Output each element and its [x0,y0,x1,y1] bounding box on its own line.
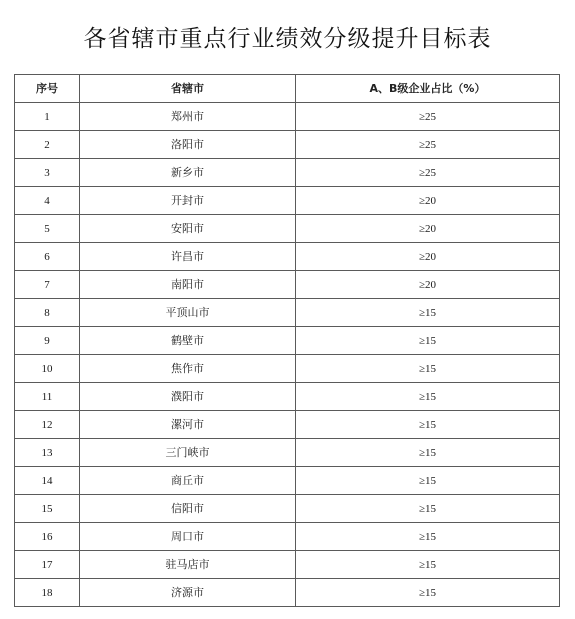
cell-seq: 13 [15,439,80,467]
cell-ratio: ≥25 [296,159,560,187]
cell-seq: 10 [15,355,80,383]
cell-city: 漯河市 [80,411,296,439]
cell-city: 新乡市 [80,159,296,187]
table-row [15,327,560,355]
cell-city: 驻马店市 [80,551,296,579]
cell-ratio: ≥15 [296,439,560,467]
header-city: 省辖市 [80,75,296,103]
table-row [15,551,560,579]
table-row [15,103,560,131]
table-row [15,411,560,439]
cell-city: 濮阳市 [80,383,296,411]
table-row [15,523,560,551]
table-row [15,383,560,411]
cell-city: 周口市 [80,523,296,551]
cell-city: 济源市 [80,579,296,607]
table-row [15,159,560,187]
cell-city: 焦作市 [80,355,296,383]
cell-ratio: ≥20 [296,271,560,299]
cell-city: 郑州市 [80,103,296,131]
cell-seq: 9 [15,327,80,355]
table-row [15,243,560,271]
cell-ratio: ≥15 [296,495,560,523]
cell-city: 南阳市 [80,271,296,299]
cell-city: 洛阳市 [80,131,296,159]
cell-ratio: ≥25 [296,103,560,131]
header-ratio: A、B级企业占比（%） [296,75,560,103]
cell-seq: 15 [15,495,80,523]
cell-seq: 11 [15,383,80,411]
table-row [15,215,560,243]
target-table [14,74,560,607]
cell-city: 安阳市 [80,215,296,243]
cell-city: 商丘市 [80,467,296,495]
cell-ratio: ≥25 [296,131,560,159]
cell-city: 开封市 [80,187,296,215]
cell-ratio: ≥15 [296,299,560,327]
table-row [15,355,560,383]
table-row [15,271,560,299]
table-row [15,495,560,523]
cell-city: 平顶山市 [80,299,296,327]
cell-seq: 8 [15,299,80,327]
cell-ratio: ≥15 [296,467,560,495]
cell-seq: 16 [15,523,80,551]
cell-city: 信阳市 [80,495,296,523]
cell-city: 许昌市 [80,243,296,271]
table-row [15,439,560,467]
table-body [15,103,560,607]
cell-seq: 2 [15,131,80,159]
cell-ratio: ≥15 [296,579,560,607]
cell-ratio: ≥20 [296,215,560,243]
cell-seq: 18 [15,579,80,607]
cell-seq: 14 [15,467,80,495]
table-row [15,131,560,159]
table-row [15,467,560,495]
cell-seq: 3 [15,159,80,187]
cell-seq: 4 [15,187,80,215]
cell-ratio: ≥15 [296,383,560,411]
table-row [15,579,560,607]
cell-seq: 7 [15,271,80,299]
header-seq: 序号 [15,75,80,103]
cell-ratio: ≥15 [296,411,560,439]
cell-seq: 17 [15,551,80,579]
cell-seq: 12 [15,411,80,439]
cell-ratio: ≥20 [296,243,560,271]
table-row [15,299,560,327]
cell-city: 三门峡市 [80,439,296,467]
cell-ratio: ≥15 [296,327,560,355]
cell-seq: 1 [15,103,80,131]
table-header-row [15,75,560,103]
cell-ratio: ≥15 [296,523,560,551]
cell-city: 鹤壁市 [80,327,296,355]
cell-ratio: ≥15 [296,551,560,579]
cell-ratio: ≥15 [296,355,560,383]
table-row [15,187,560,215]
cell-ratio: ≥20 [296,187,560,215]
cell-seq: 5 [15,215,80,243]
cell-seq: 6 [15,243,80,271]
page-title: 各省辖市重点行业绩效分级提升目标表 [83,26,492,52]
